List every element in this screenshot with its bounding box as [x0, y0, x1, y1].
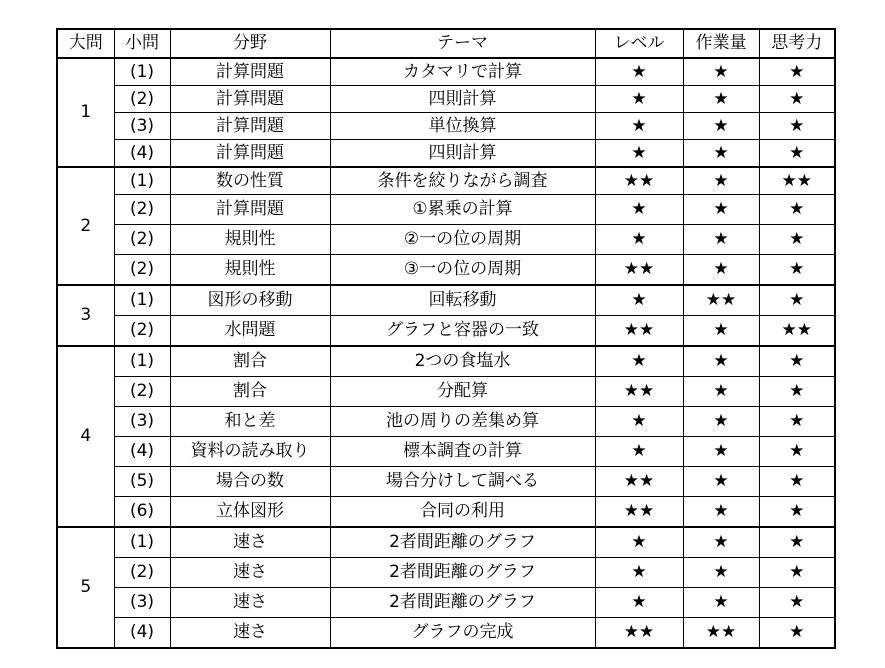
theme-cell: 分配算	[330, 377, 595, 407]
sho-number-cell: (3)	[114, 407, 170, 437]
level-stars-cell: ★	[595, 407, 683, 437]
exam-analysis-table	[56, 28, 836, 649]
table-row	[57, 255, 835, 286]
workload-stars-cell: ★	[683, 225, 759, 255]
theme-cell: 単位換算	[330, 113, 595, 140]
workload-stars-cell: ★	[683, 407, 759, 437]
sho-number-cell: (1)	[114, 346, 170, 377]
sho-number-cell: (1)	[114, 167, 170, 195]
sho-number-cell: (2)	[114, 225, 170, 255]
theme-cell: カタマリで計算	[330, 58, 595, 86]
theme-cell: 場合分けして調べる	[330, 467, 595, 497]
header-workload: 作業量	[683, 29, 759, 58]
theme-cell: グラフの完成	[330, 618, 595, 649]
table-row	[57, 113, 835, 140]
field-cell: 規則性	[170, 255, 330, 286]
level-stars-cell: ★	[595, 346, 683, 377]
level-stars-cell: ★★	[595, 255, 683, 286]
level-stars-cell: ★	[595, 527, 683, 558]
thinking-stars-cell: ★	[759, 527, 835, 558]
thinking-stars-cell: ★	[759, 407, 835, 437]
theme-cell: 条件を絞りながら調査	[330, 167, 595, 195]
table-row	[57, 377, 835, 407]
thinking-stars-cell: ★	[759, 255, 835, 286]
level-stars-cell: ★★	[595, 377, 683, 407]
theme-cell: ②一の位の周期	[330, 225, 595, 255]
dai-number-cell: 3	[57, 285, 114, 346]
table-row	[57, 407, 835, 437]
theme-cell: 2者間距離のグラフ	[330, 558, 595, 588]
level-stars-cell: ★★	[595, 467, 683, 497]
level-stars-cell: ★	[595, 225, 683, 255]
table-row	[57, 58, 835, 86]
field-cell: 割合	[170, 346, 330, 377]
workload-stars-cell: ★	[683, 346, 759, 377]
workload-stars-cell: ★	[683, 113, 759, 140]
sho-number-cell: (2)	[114, 377, 170, 407]
sho-number-cell: (2)	[114, 558, 170, 588]
theme-cell: 標本調査の計算	[330, 437, 595, 467]
thinking-stars-cell: ★	[759, 225, 835, 255]
table-body	[57, 58, 835, 648]
table-row	[57, 437, 835, 467]
sho-number-cell: (5)	[114, 467, 170, 497]
field-cell: 水問題	[170, 316, 330, 347]
field-cell: 速さ	[170, 558, 330, 588]
level-stars-cell: ★	[595, 558, 683, 588]
field-cell: 場合の数	[170, 467, 330, 497]
workload-stars-cell: ★	[683, 377, 759, 407]
workload-stars-cell: ★	[683, 437, 759, 467]
sho-number-cell: (2)	[114, 316, 170, 347]
field-cell: 図形の移動	[170, 285, 330, 316]
dai-number-cell: 1	[57, 58, 114, 167]
sho-number-cell: (2)	[114, 86, 170, 113]
table-row	[57, 558, 835, 588]
workload-stars-cell: ★	[683, 467, 759, 497]
theme-cell: 四則計算	[330, 86, 595, 113]
table-row	[57, 225, 835, 255]
field-cell: 数の性質	[170, 167, 330, 195]
thinking-stars-cell: ★	[759, 140, 835, 168]
theme-cell: 四則計算	[330, 140, 595, 168]
sho-number-cell: (4)	[114, 437, 170, 467]
field-cell: 速さ	[170, 527, 330, 558]
field-cell: 計算問題	[170, 140, 330, 168]
thinking-stars-cell: ★	[759, 195, 835, 225]
thinking-stars-cell: ★	[759, 558, 835, 588]
theme-cell: グラフと容器の一致	[330, 316, 595, 347]
table-row	[57, 346, 835, 377]
field-cell: 計算問題	[170, 195, 330, 225]
field-cell: 規則性	[170, 225, 330, 255]
thinking-stars-cell: ★	[759, 467, 835, 497]
thinking-stars-cell: ★	[759, 58, 835, 86]
sho-number-cell: (3)	[114, 588, 170, 618]
sho-number-cell: (1)	[114, 58, 170, 86]
table-row	[57, 167, 835, 195]
theme-cell: 回転移動	[330, 285, 595, 316]
level-stars-cell: ★	[595, 86, 683, 113]
sho-number-cell: (4)	[114, 140, 170, 168]
sho-number-cell: (6)	[114, 497, 170, 528]
thinking-stars-cell: ★★	[759, 167, 835, 195]
workload-stars-cell: ★	[683, 527, 759, 558]
level-stars-cell: ★★	[595, 167, 683, 195]
level-stars-cell: ★	[595, 195, 683, 225]
header-sho: 小問	[114, 29, 170, 58]
table-row	[57, 497, 835, 528]
level-stars-cell: ★	[595, 113, 683, 140]
field-cell: 和と差	[170, 407, 330, 437]
level-stars-cell: ★	[595, 588, 683, 618]
sho-number-cell: (4)	[114, 618, 170, 649]
sho-number-cell: (2)	[114, 195, 170, 225]
level-stars-cell: ★	[595, 58, 683, 86]
field-cell: 計算問題	[170, 86, 330, 113]
workload-stars-cell: ★	[683, 497, 759, 528]
theme-cell: 2者間距離のグラフ	[330, 527, 595, 558]
theme-cell: 合同の利用	[330, 497, 595, 528]
workload-stars-cell: ★	[683, 195, 759, 225]
dai-number-cell: 4	[57, 346, 114, 527]
dai-number-cell: 5	[57, 527, 114, 648]
field-cell: 立体図形	[170, 497, 330, 528]
table-row	[57, 618, 835, 649]
level-stars-cell: ★★	[595, 618, 683, 649]
table-row	[57, 86, 835, 113]
thinking-stars-cell: ★	[759, 497, 835, 528]
level-stars-cell: ★★	[595, 497, 683, 528]
level-stars-cell: ★	[595, 285, 683, 316]
level-stars-cell: ★★	[595, 316, 683, 347]
table-row	[57, 588, 835, 618]
theme-cell: 2者間距離のグラフ	[330, 588, 595, 618]
theme-cell: 池の周りの差集め算	[330, 407, 595, 437]
table-row	[57, 316, 835, 347]
thinking-stars-cell: ★	[759, 346, 835, 377]
thinking-stars-cell: ★	[759, 437, 835, 467]
theme-cell: 2つの食塩水	[330, 346, 595, 377]
field-cell: 割合	[170, 377, 330, 407]
field-cell: 計算問題	[170, 58, 330, 86]
thinking-stars-cell: ★	[759, 377, 835, 407]
dai-number-cell: 2	[57, 167, 114, 285]
workload-stars-cell: ★	[683, 140, 759, 168]
workload-stars-cell: ★	[683, 588, 759, 618]
workload-stars-cell: ★	[683, 167, 759, 195]
table-row	[57, 467, 835, 497]
thinking-stars-cell: ★	[759, 618, 835, 649]
sho-number-cell: (3)	[114, 113, 170, 140]
workload-stars-cell: ★★	[683, 618, 759, 649]
table-row	[57, 140, 835, 168]
sho-number-cell: (2)	[114, 255, 170, 286]
workload-stars-cell: ★	[683, 558, 759, 588]
thinking-stars-cell: ★	[759, 285, 835, 316]
field-cell: 速さ	[170, 618, 330, 649]
theme-cell: ①累乗の計算	[330, 195, 595, 225]
workload-stars-cell: ★	[683, 58, 759, 86]
header-dai: 大問	[57, 29, 114, 58]
table-row	[57, 195, 835, 225]
thinking-stars-cell: ★	[759, 113, 835, 140]
thinking-stars-cell: ★	[759, 86, 835, 113]
sho-number-cell: (1)	[114, 285, 170, 316]
theme-cell: ③一の位の周期	[330, 255, 595, 286]
field-cell: 資料の読み取り	[170, 437, 330, 467]
table-row	[57, 527, 835, 558]
header-row	[57, 29, 835, 58]
header-theme: テーマ	[330, 29, 595, 58]
sho-number-cell: (1)	[114, 527, 170, 558]
workload-stars-cell: ★★	[683, 285, 759, 316]
workload-stars-cell: ★	[683, 86, 759, 113]
table-row	[57, 285, 835, 316]
header-field: 分野	[170, 29, 330, 58]
field-cell: 計算問題	[170, 113, 330, 140]
workload-stars-cell: ★	[683, 255, 759, 286]
header-level: レベル	[595, 29, 683, 58]
thinking-stars-cell: ★	[759, 588, 835, 618]
workload-stars-cell: ★	[683, 316, 759, 347]
level-stars-cell: ★	[595, 437, 683, 467]
thinking-stars-cell: ★★	[759, 316, 835, 347]
level-stars-cell: ★	[595, 140, 683, 168]
header-thinking: 思考力	[759, 29, 835, 58]
field-cell: 速さ	[170, 588, 330, 618]
